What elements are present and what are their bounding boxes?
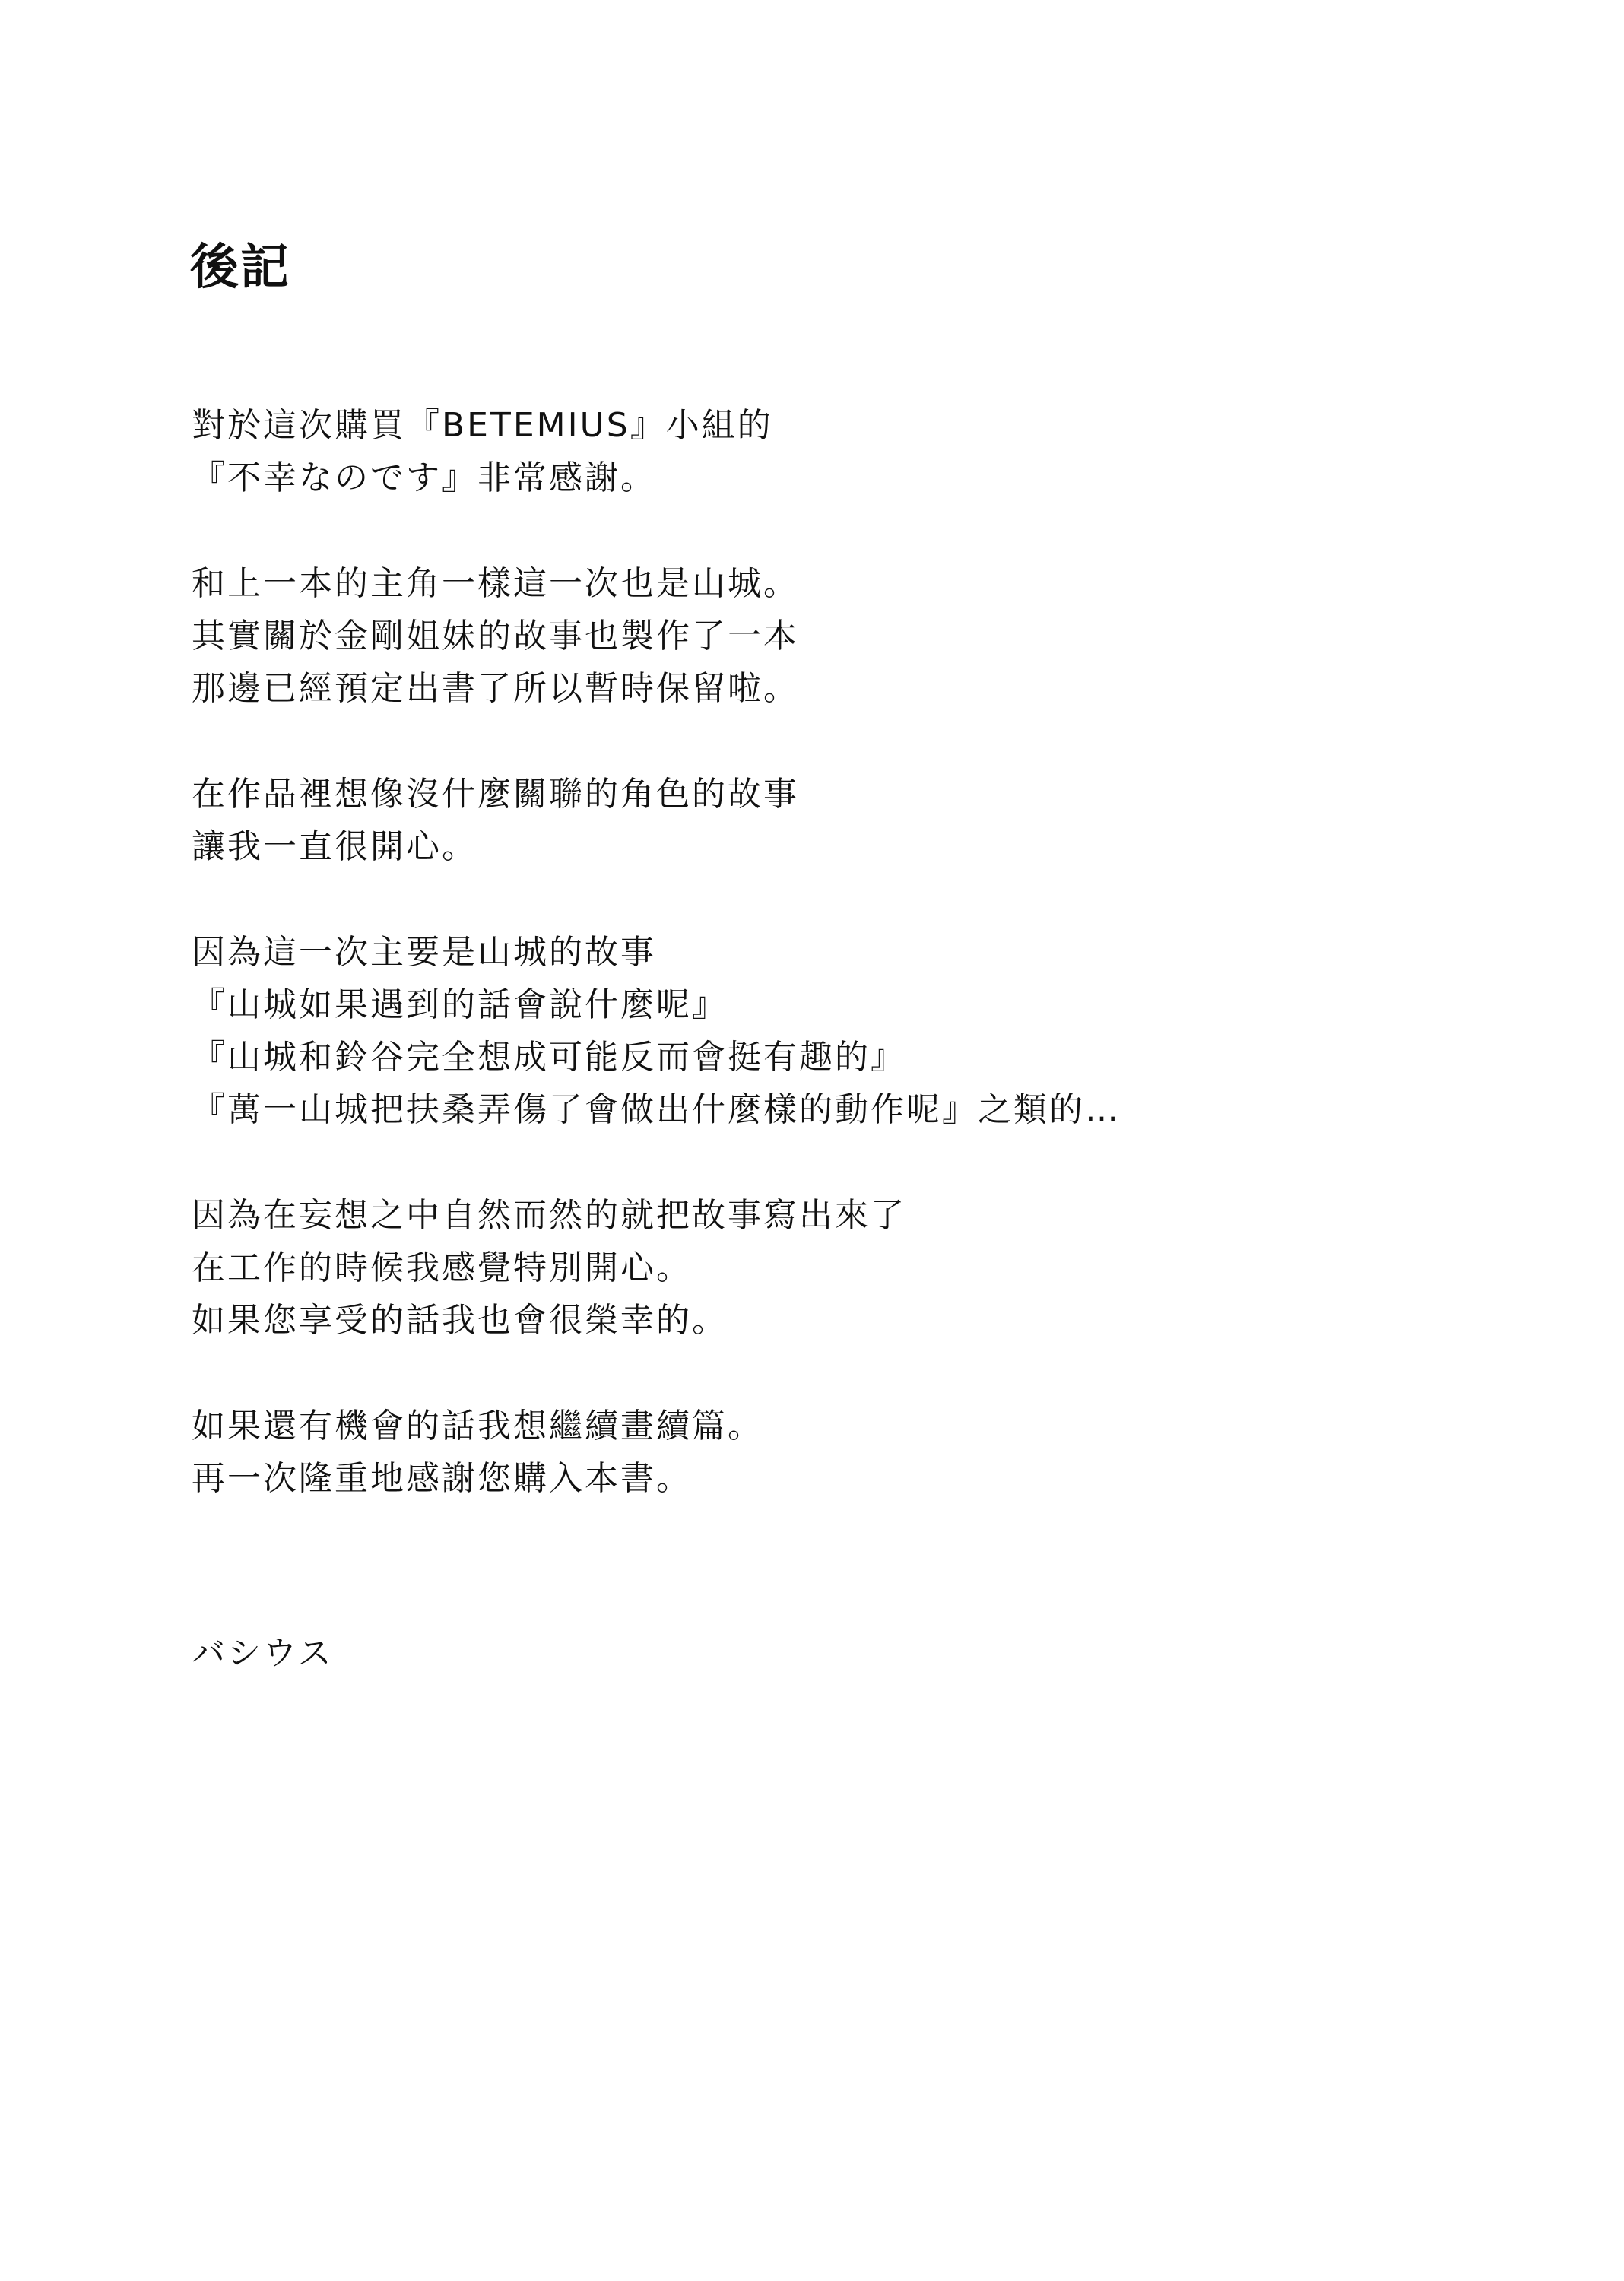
text-line: 在工作的時候我感覺特別開心。 — [192, 1248, 692, 1287]
text-line: 在作品裡想像沒什麼關聯的角色的故事 — [192, 775, 799, 814]
text-line: 再一次隆重地感謝您購入本書。 — [192, 1459, 692, 1498]
paragraph-4 — [192, 926, 1560, 1136]
text-line: 因為在妄想之中自然而然的就把故事寫出來了 — [192, 1196, 906, 1235]
text-line: 對於這次購買『BETEMIUS』小組的 — [192, 406, 773, 445]
paragraph-1 — [192, 399, 1560, 504]
text-line: 如果您享受的話我也會很榮幸的。 — [192, 1301, 728, 1340]
text-line: 『萬一山城把扶桑弄傷了會做出什麼樣的動作呢』之類的… — [192, 1090, 1121, 1129]
author-signature: バシウス — [192, 1634, 334, 1673]
afterword-body — [192, 399, 1560, 1558]
text-line: 其實關於金剛姐妹的故事也製作了一本 — [192, 617, 799, 655]
paragraph-2 — [192, 557, 1560, 715]
text-line: 讓我一直很開心。 — [192, 827, 477, 866]
text-line: 『山城和鈴谷完全想成可能反而會挺有趣的』 — [192, 1038, 906, 1077]
paragraph-5 — [192, 1189, 1560, 1347]
text-line: 因為這一次主要是山城的故事 — [192, 933, 656, 972]
page-title: 後記 — [190, 240, 290, 296]
text-line: 那邊已經預定出書了所以暫時保留啦。 — [192, 669, 799, 708]
paragraph-6 — [192, 1400, 1560, 1505]
text-line: 『不幸なのです』非常感謝。 — [192, 458, 656, 497]
text-line: 和上一本的主角一樣這一次也是山城。 — [192, 564, 799, 603]
text-line: 如果還有機會的話我想繼續畫續篇。 — [192, 1407, 763, 1445]
text-line: 『山城如果遇到的話會說什麼呢』 — [192, 985, 728, 1024]
paragraph-3 — [192, 768, 1560, 873]
